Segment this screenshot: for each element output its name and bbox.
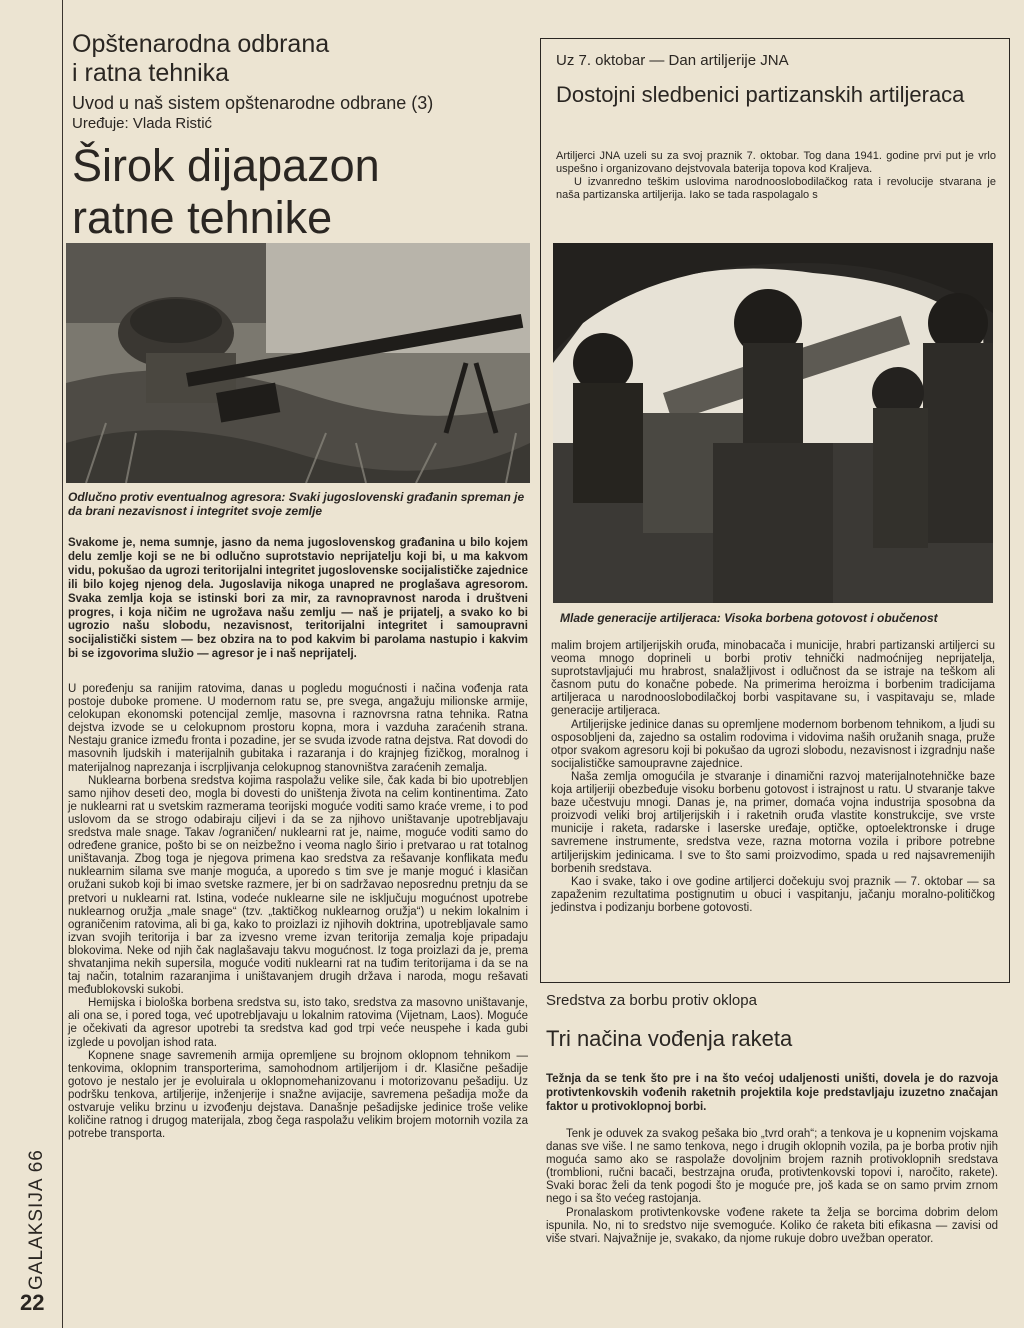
box-photo-caption: Mlade generacije artiljeraca: Visoka borbena gotovost i obučenost (560, 611, 938, 625)
body-paragraph: Nuklearna borbena sredstva kojima raspolažu velike sile, čak kada bi bio upotrebljen samo njihov deseti deo, mogla bi dovesti do uništenja života na celim kontinentima. Zato je nuklearni rat u svetskim razmerama teorijski moguće voditi samo kraće vreme, i to pod uslovom da se strogo odabiraju ciljevi i da se za njihovo uništavanje upotrebljavaju sredstva male snage. Takav /ograničen/ nuklearni rat je, naime, moguće voditi samo do određene granice, pošto bi se on neizbežno i veoma naglo širio i pretvarao u rat totalnog uništavanja. Zbog toga je njegova primena kao sredstva za rešavanje konflikata među nuklearnim silama sve manje moguća, a uporedo s tim sve je manje moguć i klasičan oružani sukob koji bi imao svetske razmere, jer bi on sadržavao neposrednu pretnju da se pretvori u nuklearni rat. Istina, vodeće nuklearne sile ne isključuju mogućnost upotrebe nuklearnog oružja „male snage“ (tzv. „taktičkog nuklearnog oružja“) u nekim lokalnim i ograničenim ratovima, ali bi ga, kako to proizlazi iz njihovih doktrina, upotrebljavale samo izvan svojih teritorija i bar za izvesno vreme izvan teritorija zemalja koje pripadaju blokovima. Neke od njih čak naglašavaju takvu mogućnost. Iz toga proizlazi da je, prema shvatanjima nekih supersila, moguće voditi nuklearni rat na tuđim teritorijama i da se na taj način, totalnim razaranjima i uništavanjem drugih država i naroda, mogu rešavati međublokovski sukobi. (68, 774, 528, 997)
section-body-text (546, 1128, 998, 1246)
box-body-paragraph: Artiljerijske jedinice danas su opremljene modernom borbenom tehnikom, a ljudi su osposobljeni da, zajedno sa ostalim rodovima i vidovima naših oružanih snaga, pruže otpor svakom agresoru koji bi pokušao da ugrozi slobodu, nezavisnost i izgradnju naše socijalističke samoupravne zajednice. (551, 718, 995, 770)
magazine-name: GALAKSIJA 66 (26, 1149, 47, 1290)
left-article-header (72, 30, 532, 244)
body-paragraph: Hemijska i biološka borbena sredstva su, isto tako, sredstva za masovno uništavanje, ali ona se, i pored toga, već upotrebljavaju u lokalnim ratovima (Vijetnam, Laos). Moguće je očekivati da agresor upotrebi ta sredstva kad god trpi veće neuspehe i kada gubi izglede u povoljan ishod rata. (68, 997, 528, 1049)
box-body-paragraph: Kao i svake, tako i ove godine artiljerci dočekuju svoj praznik — 7. oktobar — sa zapaženim rezultatima postignutim u obuci i vaspitanju, jačanju moralno-političkog jedinstva i podizanju borbene gotovosti. (551, 875, 995, 914)
section-title: Tri načina vođenja raketa (546, 1026, 793, 1051)
left-photo-caption: Odlučno protiv eventualnog agresora: Svaki jugoslovenski građanin spreman je da brani nezavisnost i integritet svoje zemlje (68, 490, 525, 518)
section-body-paragraph: Pronalaskom protivtenkovske vođene rakete ta želja se borcima dobrim delom ispunila. No, ni to sredstvo nije svemoguće. Koliko će raketa biti efikasna — zavisi od više stvari. Najvažnije je, svakako, da njome rukuje dobro uvežban operator. (546, 1206, 998, 1245)
section-lead: Težnja da se tenk što pre i na što većoj udaljenosti uništi, dovela je do razvoja protivtenkovskih vođenih raketnih projektila koje predstavljaju izuzetno značajan faktor u protivoklopnoj borbi. (546, 1073, 998, 1113)
page-number: 22 (20, 1290, 45, 1315)
editor-credit: Uređuje: Vlada Ristić (72, 115, 213, 132)
left-lead-paragraph (68, 537, 528, 662)
body-paragraph: U poređenju sa ranijim ratovima, danas u pogledu mogućnosti i načina vođenja rata postoje duboke promene. U modernom ratu se, pre svega, angažuju milionske armije, celokupan ekonomski potencijal zemlje, masovna i raznovrsna ratna tehnika. Ratna dejstva izvode se u celokupnom prostoru kopna, mora i vazduha zaraćenih strana. Nestaju granice između fronta i pozadine, jer se svuda izvode ratna dejstva. Rat dovodi do masovnih ljudskih i materijalnih gubitaka i razaranja i do krajnjeg fizičkog, moralnog i materijalnog naprezanja i iscrpljivanja celokupnog stanovništva zaraćenih zemalja. (68, 683, 528, 774)
box-body-paragraph: malim brojem artiljerijskih oruđa, minobacača i municije, hrabri partizanski artiljerci su veoma mnogo doprineli u borbi protiv tehnički nadmoćnijeg neprijatelja, suprotstavljajući mu hrabrost, snalažljivost i odlučnost da se istraje na teškom ali časnom putu do konačne pobede. Na primerima heroizma i borbenim tradicijama artiljeraca u narodnooslobodilačkoj borbi vaspitavane su, i vaspitavaju se, mlade generacije artiljeraca. (551, 640, 995, 718)
series-subtitle: Uvod u naš sistem opštenarodne odbrane (3) (72, 93, 434, 113)
artillery-crew-photo (553, 243, 993, 603)
box-intro-paragraph: U izvanredno teškim uslovima narodnooslobodilačkog rata i revolucije stvarana je naša partizanska artiljerija. Iako se tada raspolagalo s (556, 176, 996, 201)
article-title: Širok dijapazon ratne tehnike (72, 140, 380, 243)
section-body-paragraph: Tenk je oduvek za svakog pešaka bio „tvrd orah“; a tenkova je u kopnenim vojskama danas sve više. I ne samo tenkova, nego i drugih oklopnih vozila, pa je borba protiv njih moguća samo ako se raspolaže dovoljnim brojem raznih protivoklopnih sredstava (tromblioni, ručni bacači, bestrzajna oruđa, protivtenkovski topovi i, naročito, rakete). Svaki borac želi da tenk pogodi što je moguće pre, još kada se on samo prvim zrnom nego i sa što većeg rastojanja. (546, 1128, 998, 1206)
left-body-text (68, 683, 528, 1141)
box-intro-paragraph: Artiljerci JNA uzeli su za svoj praznik 7. oktobar. Tog dana 1941. godine prvi put je vrlo uspešno i organizovano dejstvovala baterija topova kod Kraljeva. (556, 150, 996, 175)
box-body-paragraph: Naša zemlja omogućila je stvaranje i dinamični razvoj materijalnotehničke baze koja artiljeriji obezbeđuje visoku borbenu gotovost i istrajnost u ratu. U stvaranje takve baze učestvuju mnogi. Danas je, na primer, domaća vojna industrija sposobna da proizvodi veliki broj artiljerijskih i i raketnih oruđa vlastite konstrukcije, sve vrste municije i raketa, radarske i laserske uređaje, optičke, optoelektronske i druge savremene instrumente, sredstva veze, razna motorna vozila i pribore potrebne artiljerijskim jedinicama. I sve to što sami proizvodimo, spada u red najsavremenijih borbenih sredstava. (551, 770, 995, 875)
box-title: Dostojni sledbenici partizanskih artiljeraca (556, 82, 965, 107)
section-kicker: Sredstva za borbu protiv oklopa (546, 992, 757, 1009)
lead-text: Svakome je, nema sumnje, jasno da nema jugoslovenskog građanina u bilo kojem delu zemlje koji se ne bi odlučno suprotstavio neprijatelju koji bi, u ma kakvom vidu, pokušao da ugrozi teritorijalni integritet jugoslovenske socijalističke zajednice ili bilo kojeg njenog dela. Jugoslavija nikoga unapred ne proglašava agresorom. Svaka zemlja koja se istinski bori za mir, za ravnopravnost naroda i društveni progres, i koja ničim ne ugrožava našu zemlju — naš je prijatelj, a svako ko bi ugrozio našu slobodu, nezavisnost, teritorijalni integritet i samoupravni socijalistički sistem — bez obzira na to pod kakvim bi parolama nastupio i kakvim bi se izgovorima služio — agresor je i naš neprijatelj. (68, 537, 528, 661)
series-kicker: Opštenarodna odbrana i ratna tehnika (72, 30, 330, 87)
box-intro (556, 150, 996, 202)
box-body-text (551, 640, 995, 915)
body-paragraph: Kopnene snage savremenih armija opremljene su brojnom oklopnom tehnikom — tenkovima, oklopnim transporterima, samohodnom artiljerijom i dr. Klasične pešadije gotovo je nestalo jer je evoluirala u oklopnomehanizovanu i motorizovanu pešadiju. Uz podršku tenkova, artiljerije, inženjerije i snažne avijacije, savremena pešadija može da ostvaruje veliku brzinu u izvođenju dejstava. Današnje pešadijske jedinice troše velike količine ratnog i drugog materijala, zbog čega raspolažu velikim brojem motornih vozila za potrebe transporta. (68, 1049, 528, 1141)
page-gutter-rule (62, 0, 63, 1328)
box-kicker: Uz 7. oktobar — Dan artiljerije JNA (556, 52, 789, 69)
machine-gunner-photo (66, 243, 530, 483)
